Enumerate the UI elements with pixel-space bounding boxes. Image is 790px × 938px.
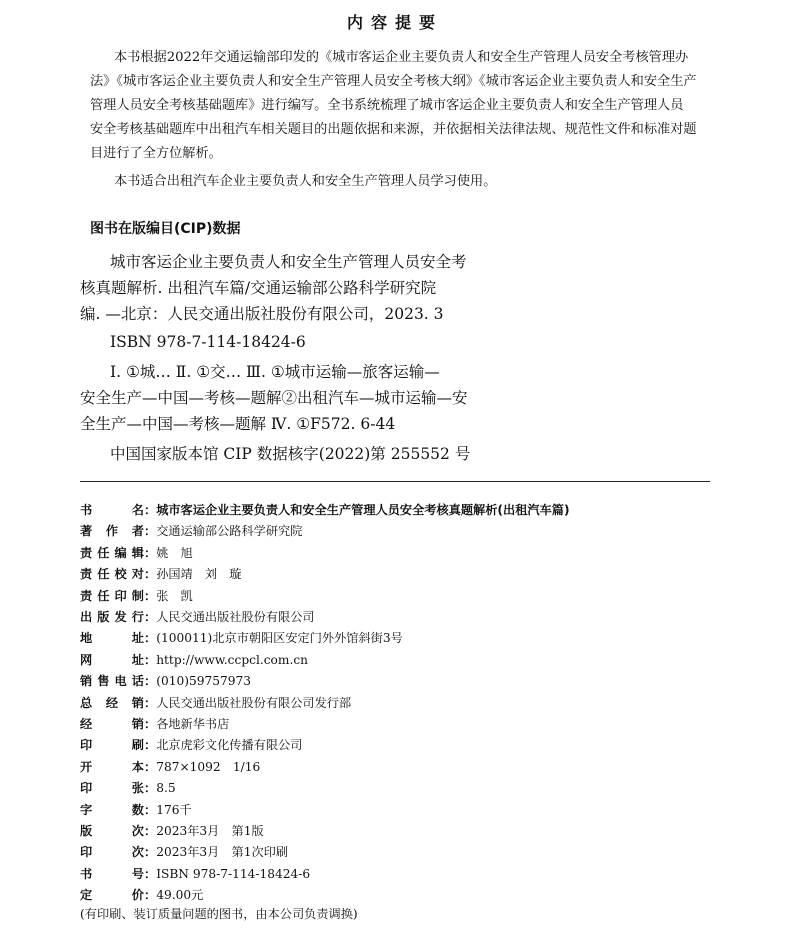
colophon-colon: ： [144,610,157,624]
colophon-colon: ： [144,567,157,582]
colophon-label: 责任印制 [80,588,144,603]
colophon-value: 北京虎彩文化传播有限公司 [156,738,303,753]
colophon-value: 2023年3月 第1版 [156,824,264,838]
colophon-value: ISBN 978-7-114-18424-6 [156,866,311,881]
colophon-row [80,586,193,607]
colophon-value: 姚 旭 [156,545,193,560]
colophon-colon: ： [144,503,157,517]
colophon-row [80,821,264,842]
cip-line: 编. —北京：人民交通出版社股份有限公司，2023. 3 [80,305,444,323]
cip-line: 核真题解析. 出租汽车篇/交通运输部公路科学研究院 [80,279,437,297]
cip-isbn: ISBN 978-7-114-18424-6 [110,333,306,351]
summary-line: 本书根据2022年交通运输部印发的《城市客运企业主要负责人和安全生产管理人员安全考核管理办 [114,50,689,65]
colophon-row [80,714,229,735]
colophon-label: 书名 [80,503,144,517]
colophon-colon: ： [144,674,157,689]
colophon-value: 49.00元 [156,888,204,903]
colophon-row [80,607,315,628]
colophon-label: 责任校对 [80,567,144,582]
colophon-value: 8.5 [156,781,176,796]
cip-heading: 图书在版编目(CIP)数据 [90,221,241,237]
colophon-colon: ： [144,866,157,881]
colophon-value: (100011)北京市朝阳区安定门外外馆斜街3号 [156,631,403,646]
colophon-value: 176千 [156,802,192,817]
colophon-value: 人民交通出版社股份有限公司发行部 [156,695,352,710]
colophon-value: 交通运输部公路科学研究院 [156,524,303,539]
summary-title: 内容提要 [346,13,443,32]
summary-line: 安全考核基础题库中出租汽车相关题目的出题依据和来源，并依据相关法律法规、规范性文件和标准对题 [90,122,697,137]
colophon-value: 2023年3月 第1次印刷 [156,845,289,860]
colophon-colon: ： [144,802,157,817]
colophon-row [80,864,310,885]
colophon-row [80,628,403,649]
colophon-label: 印次 [80,845,144,860]
colophon-row [80,800,192,821]
colophon-value: http://www.ccpcl.com.cn [156,652,308,667]
colophon-colon: ： [144,588,157,603]
colophon-row [80,500,570,521]
cip-record-number: 中国国家版本馆 CIP 数据核字(2022)第 255552 号 [110,445,471,463]
colophon-colon: ： [144,652,157,667]
colophon-label: 责任编辑 [80,545,144,560]
colophon-value: 各地新华书店 [156,717,230,731]
summary-line: 法》《城市客运企业主要负责人和安全生产管理人员安全考核大纲》《城市客运企业主要负责人和安全生产 [90,74,697,89]
colophon-row [80,543,193,564]
colophon-colon: ： [144,824,157,838]
colophon-label: 版次 [80,824,144,838]
colophon-label: 定价 [80,888,144,903]
colophon-row [80,671,251,692]
colophon-label: 地址 [80,631,144,646]
colophon-row [80,693,351,714]
colophon-value: (010)59757973 [156,674,251,689]
colophon-label: 出版发行 [80,610,144,624]
cip-line: 安全生产—中国—考核—题解②出租汽车—城市运输—安 [80,389,468,407]
cip-line: Ⅰ. ①城… Ⅱ. ①交… Ⅲ. ①城市运输—旅客运输— [110,363,440,381]
cip-line: 全生产—中国—考核—题解 Ⅳ. ①F572. 6-44 [80,415,396,433]
colophon-label: 经销 [80,717,144,731]
footer-note: (有印刷、装订质量问题的图书，由本公司负责调换) [80,907,358,921]
colophon-label: 书号 [80,866,144,881]
colophon-colon: ： [144,781,157,796]
summary-line: 管理人员安全考核基础题库》进行编写。全书系统梳理了城市客运企业主要负责人和安全生产管理人员 [90,98,684,113]
colophon-label: 著作者 [80,524,144,539]
summary-line: 目进行了全方位解析。 [90,146,222,161]
colophon-label: 印张 [80,781,144,796]
colophon-value: 787×1092 1/16 [156,759,261,774]
colophon-colon: ： [144,717,157,731]
summary-line: 本书适合出租汽车企业主要负责人和安全生产管理人员学习使用。 [114,174,497,189]
colophon-row [80,778,176,799]
colophon-row [80,564,242,585]
colophon-label: 印刷 [80,738,144,753]
colophon-colon: ： [144,845,157,860]
colophon-colon: ： [144,738,157,753]
colophon-value: 城市客运企业主要负责人和安全生产管理人员安全考核真题解析(出租汽车篇) [156,503,570,517]
colophon-colon: ： [144,695,157,710]
colophon-row [80,885,203,906]
colophon-row [80,757,260,778]
cip-line: 城市客运企业主要负责人和安全生产管理人员安全考 [110,253,467,271]
colophon-label: 字数 [80,802,144,817]
colophon-label: 销售电话 [80,674,144,689]
colophon-colon: ： [144,524,157,539]
colophon-value: 张 凯 [156,588,193,603]
colophon-value: 人民交通出版社股份有限公司 [156,610,315,624]
colophon-value: 孙国靖 刘 璇 [156,567,242,582]
colophon-colon: ： [144,888,157,903]
colophon-label: 总经销 [80,695,144,710]
colophon-row [80,842,288,863]
colophon-row [80,650,308,671]
colophon-row [80,735,302,756]
divider [80,481,710,482]
colophon-row [80,521,302,542]
colophon-colon: ： [144,631,157,646]
colophon-colon: ： [144,545,157,560]
colophon-colon: ： [144,759,157,774]
colophon-label: 开本 [80,759,144,774]
colophon-label: 网址 [80,652,144,667]
